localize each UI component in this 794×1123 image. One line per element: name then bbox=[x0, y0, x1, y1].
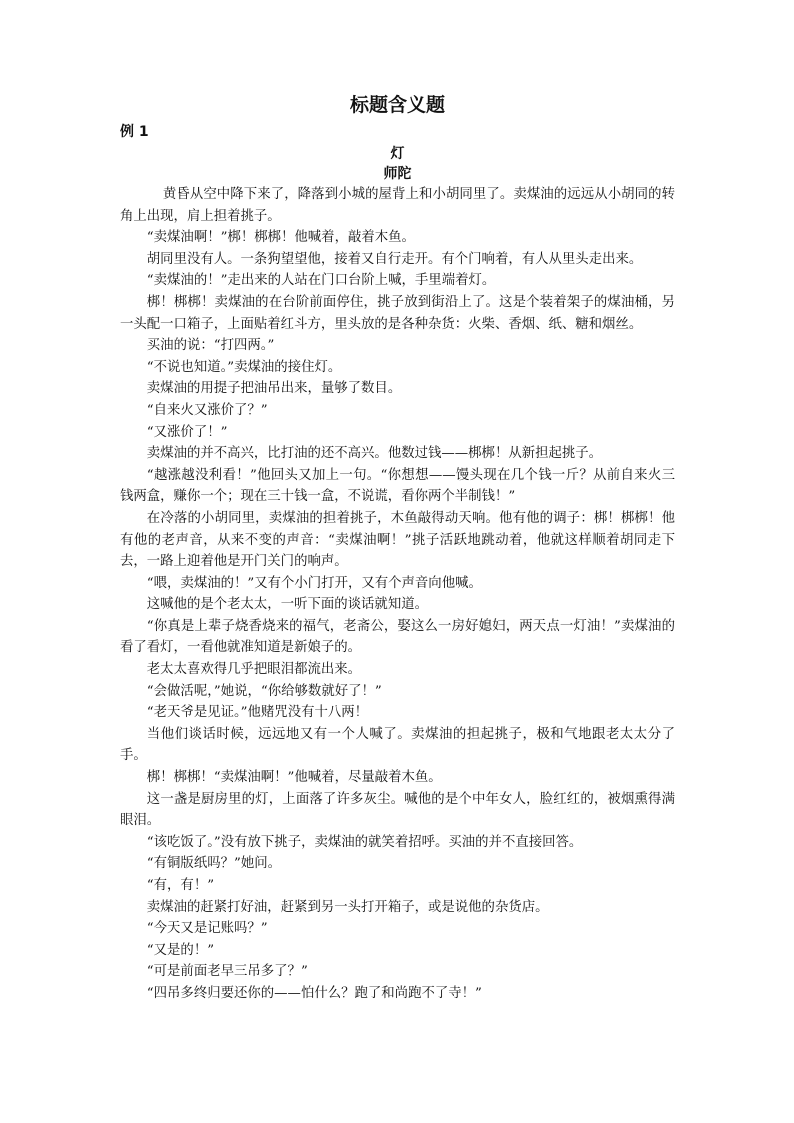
paragraph: 梆！梆梆！“卖煤油啊！”他喊着，尽量敲着木鱼。 bbox=[146, 770, 442, 786]
paragraph: 这喊他的是个老太太，一听下面的谈话就知道。 bbox=[146, 597, 428, 613]
paragraph: “又是的！” bbox=[146, 942, 215, 958]
paragraph: 卖煤油的赶紧打好油，赶紧到另一头打开箱子，或是说他的杂货店。 bbox=[146, 899, 549, 915]
document-title: 标题含义题 bbox=[349, 94, 445, 116]
paragraph: 在冷落的小胡同里，卖煤油的担着挑子，木鱼敲得动天响。他有他的调子：梆！梆梆！他有他的老声音，从来不变的声音：“卖煤油啊！”挑子活跃地跳动着，他就这样顺着胡同走下去，一路上迎着他是开门关门的响声。 bbox=[120, 510, 675, 570]
paragraph: 梆！梆梆！卖煤油的在台阶前面停住，挑子放到街沿上了。这是个装着架子的煤油桶，另一头配一口箱子，上面贴着红斗方，里头放的是各种杂货：火柴、香烟、纸、糖和烟丝。 bbox=[120, 294, 675, 332]
paragraph: “有铜版纸吗？”她问。 bbox=[146, 856, 282, 872]
example-label: 例 1 bbox=[120, 124, 149, 140]
paragraph: “四吊多终归要还你的——怕什么？跑了和尚跑不了寺！” bbox=[146, 985, 482, 1001]
paragraph: “越涨越没利看！”他回头又加上一句。“你想想——馒头现在几个钱一斤？从前自来火三钱两盒，赚你一个；现在三十钱一盒，不说谎，看你两个半制钱！” bbox=[120, 467, 675, 505]
paragraph: 卖煤油的并不高兴，比打油的还不高兴。他数过钱——梆梆！从新担起挑子。 bbox=[146, 446, 603, 462]
paragraph: “今天又是记账吗？” bbox=[146, 921, 268, 937]
paragraph: “卖煤油啊！”梆！梆梆！他喊着，敲着木鱼。 bbox=[146, 230, 415, 246]
paragraph: “会做活呢，”她说，“你给够数就好了！” bbox=[146, 683, 382, 699]
story-body bbox=[120, 184, 675, 1005]
paragraph: “又涨价了！” bbox=[146, 424, 228, 440]
story-author: 师陀 bbox=[383, 166, 412, 182]
paragraph: 买油的说：“打四两。” bbox=[146, 338, 275, 354]
paragraph: 胡同里没有人。一条狗望望他，接着又自行走开。有个门响着，有人从里头走出来。 bbox=[146, 251, 643, 267]
paragraph: 老太太喜欢得几乎把眼泪都流出来。 bbox=[146, 662, 362, 678]
story-title: 灯 bbox=[390, 146, 405, 162]
document-page bbox=[120, 92, 675, 1005]
paragraph: “不说也知道。”卖煤油的接住灯。 bbox=[146, 359, 342, 375]
paragraph: “有，有！” bbox=[146, 878, 215, 893]
paragraph: 黄昏从空中降下来了，降落到小城的屋背上和小胡同里了。卖煤油的远远从小胡同的转角上出现，肩上担着挑子。 bbox=[120, 187, 675, 224]
paragraph: 当他们谈话时候，远远地又有一个人喊了。卖煤油的担起挑子，极和气地跟老太太分了手。 bbox=[120, 726, 675, 764]
paragraph: “喂，卖煤油的！”又有个小门打开，又有个声音向他喊。 bbox=[146, 575, 482, 591]
paragraph: “你真是上辈子烧香烧来的福气，老斋公，娶这么一房好媳妇，两天点一灯油！”卖煤油的看了看灯，一看他就准知道是新娘子的。 bbox=[120, 618, 675, 656]
paragraph: “该吃饭了。”没有放下挑子，卖煤油的就笑着招呼。买油的并不直接回答。 bbox=[146, 834, 583, 850]
paragraph: “自来火又涨价了？” bbox=[146, 402, 268, 418]
paragraph: 卖煤油的用提子把油吊出来，量够了数目。 bbox=[146, 381, 402, 397]
paragraph: “卖煤油的！”走出来的人站在门口台阶上喊，手里端着灯。 bbox=[146, 273, 496, 289]
paragraph: 这一盏是厨房里的灯，上面落了许多灰尘。喊他的是个中年女人，脸红红的，被烟熏得满眼泪。 bbox=[120, 791, 675, 829]
paragraph: “老天爷是见证。”他赌咒没有十八两！ bbox=[146, 705, 369, 721]
paragraph: “可是前面老早三吊多了？” bbox=[146, 964, 308, 980]
